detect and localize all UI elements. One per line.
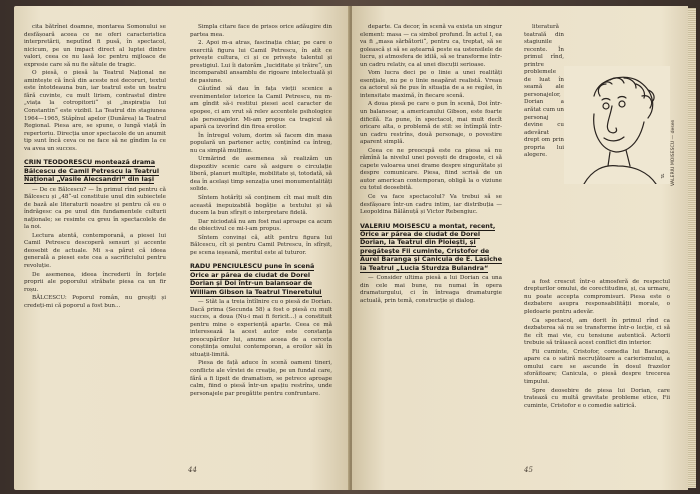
body-paragraph: Ceea ce ne preocupă este ca piesa să nu rămînă la nivelul unei povești de dragoste, ci să capete valoarea unei drame despre singurătate și despre comunicare. Piesa, fiind scrisă de un autor american contemporan, obligă la o viziune cu totul deosebită.: [360, 147, 502, 192]
body-paragraph: — Stăt la a treia întîlnire cu o piesă de Dorian. Dacă prima (Secunda 58) a fost o piesă cu mult succes, a doua (Nu-i mai fi fericit...) a constituit pentru mine o experiență aparte. Ceea ce mă interesează la acest autor este constanța preocupărilor lui, anume aceea de a cerceta conștiința omului contemporan, a eroilor săi în situații-limită.: [190, 299, 332, 358]
section-heading-radu-penciulescu: RADU PENCIULESCU pune în scenă Orice ar părea de ciudat de Dorel Dorian și Doi într-un balansoar de William Gibson la Teatrul Tineretului: [190, 262, 322, 296]
body-paragraph: Dar niciodată nu am fost mai aproape ca acum de obiectivul ce mi-l-am propus.: [190, 218, 332, 233]
body-paragraph: Ce va face spectacolul? Va trebui să se desfășoare într-un cadru intim, iar distribuția — Leopoldina Bălănuță și Victor Rebengiuc.: [360, 194, 502, 216]
body-paragraph: Ca spectacol, am dorit în primul rînd ca dezbaterea să nu se transforme într-o lecție, ci să fie cît mai vie, cu tensiune autentică. Actorii trebuie să trăiască acest conflict din interior.: [524, 317, 670, 347]
body-paragraph: Fii cuminte, Cristofor, comedia lui Baranga, apare ca o satiră necruțătoare a carierismului, a omului care se ascunde în dosul frazelor sforăitoare; Canicula, o piesă despre trecerea timpului.: [524, 348, 670, 385]
body-paragraph: De asemenea, ideea încrederii în forțele proprii ale poporului străbate piesa ca un fir roșu.: [24, 271, 166, 293]
body-paragraph: — De ce Bălcescu? — În primul rînd pentru că Bălcescu și „48“-ul constituie unul din subiectele de bază ale literaturii noastre și pentru că eu o îndrăgesc ca pe unul din fundamentele culturii naționale; se resimte cu greu în spectacolele de la noi.: [24, 186, 166, 231]
left-column-2: [190, 24, 332, 399]
body-paragraph: 2. Apoi m-a atras, fascinația chiar, pe care o exercită figura lui Camil Petrescu, în atît ce privește cultura, ci și ce privește talentul și prestigiul. Lui îi datorăm „luciditate și trăire“, un incomparabil ansamblu de rigoare intelectuală și de pasiune.: [190, 40, 332, 84]
body-paragraph: Sîntem convinși că, atît pentru figura lui Bălcescu, cît și pentru Camil Petrescu, în sfîrșit, pe scena ieșeană, meritul este al tuturor.: [190, 234, 332, 256]
body-paragraph: Sîntem hotărîți să conținem cît mai mult din această inepuizabilă bogăție a textului și să ducem la bun sfîrșit o interpretare fidelă.: [190, 195, 332, 217]
page-number-right: 45: [524, 466, 533, 474]
intro-paragraph: O piesă, o piesă la Teatrul Național ne amintește că încă din aceste noi decoruri, textul este întotdeauna bun, iar teatrul este un teatru fără cuvinte, cu mult lirism, contrastul dintre „viața la cotropitorii“ și „inspirația lui Constantin“ este vizibil. La Teatrul din stagiunea 1964—1965, Stăpînul apelor (Dunărea) la Teatrul Regional. Piesa are, se spune, o lungă viață în repertoriu. Direcția unor spectacole de un anumit tip sunt încă ceva ce ne face să ne gîndim la ce va avea un succes.: [24, 70, 166, 152]
body-paragraph: Urmărind de asemenea să realizăm un dispozitiv scenic care să asigure o circulație liberă, planuri multiple, mobilitate și, totodată, să dea în același timp senzația unei monumentalități solide.: [190, 156, 332, 193]
right-column-1: [360, 24, 502, 306]
artist-signature: ♯: [661, 174, 664, 180]
section-heading-valeriu-moisescu: VALERIU MOISESCU a montat, recent, Orice ar părea de ciudat de Dorel Dorian, la Teatrul din Ploiești, și pregătește Fii cuminte, Cristofor de Aurel Baranga și Canicula de E. Lasiche la Teatrul „Lucia Sturdza Bulandra“: [360, 221, 502, 272]
left-column-1: [24, 24, 166, 311]
page-number-left: 44: [188, 466, 197, 474]
body-paragraph: A doua piesă pe care o pun în scenă, Doi într-un balansoar, a americanului Gibson, este foarte dificilă. Ea pune, în spectacol, mai mult decît oricare alta, o problemă de stil: se întîmplă într-un cadru restrîns, două personaje, o povestire aparent simplă.: [360, 101, 502, 146]
body-paragraph: Vom lucra deci pe o linie a unei realități esențiale, nu pe o linie neapărat realistă. Vreau ca actorul să fie pus în situația de a se regăsi, în intensitate maximă, în fiecare scenă.: [360, 70, 502, 99]
column-top-text: [524, 24, 564, 160]
body-paragraph: Simpla citare face de prisos orice adăugire din partea mea.: [190, 24, 332, 38]
intro-paragraph: cita bătrînei doamne, montarea Somonului se desfășoară aceea ce ne oferi caracteristica interpretării, neputînd fi pusă, în spectacol, nicicum, pe un impact direct al luptei dintre valori, ceea ce nu lasă loc pentru mijloace de expresie care să nu fie sătule de tragic.: [24, 24, 166, 68]
body-paragraph: În întregul volum, dorim să facem din masa populară un partener activ, conținînd ca întreg, nu ca simplă mulțime.: [190, 132, 332, 154]
caricature-caption: VALERIU MOISESCU — desen: [671, 119, 676, 186]
body-paragraph: a fost crescut într-o atmosferă de respectul drepturilor omului, de corectitudine, și, ca urmare, nu poate accepta compromisuri. Piesa este o dezbatere asupra responsabilității morale, o pledoarie pentru adevăr.: [524, 278, 670, 316]
body-paragraph: Spre deosebire de piesa lui Dorian, care tratează cu multă gravitate probleme etice, Fii cuminte, Cristofor e o comedie satirică.: [524, 387, 670, 409]
left-page: [14, 6, 350, 490]
right-page: [352, 6, 688, 490]
body-paragraph: — Consider ultima piesă a lui Dorian ca una din cele mai bune, nu numai în opera dramaturgului, ci în întreaga dramaturgie actuală, prin temă, construcție și dialog.: [360, 275, 502, 304]
body-paragraph: departe. Ca decor, în scenă va exista un singur element: masa — ca simbol profund. În actul I, ea va fi „masa sărbătorii“, pentru ca, treptat, să se golească și să se aștearnă peste ea ustensilele de lucru, și atmosfera de idilă, să se transforme într-un cadru relativ, ca al unei discuții serioase.: [360, 24, 502, 68]
page-edges: [688, 8, 696, 488]
body-paragraph: Căutînd să dau în fața vieții scenice a evenimentelor istorice la Camil Petrescu, nu m-am gîndit să-i restitui piesei acel caracter de epopee, ci am vrut să relev accentele psihologice ale personajelor. Mi-am propus ca tragicul să apară ca izvorînd din firea eroilor.: [190, 86, 332, 131]
body-paragraph: BĂLCESCU: Poporul român, nu greșiți și credeți-mi că poporul a fost bun...: [24, 295, 166, 309]
body-paragraph: literatură teatrală din stagiunile recente. În primul rînd, printre problemele de luat în seamă ale personajelor, Dorian a arătat cum un personaj devine cu adevărat drept om prin propria lui alegere.: [524, 24, 564, 159]
section-heading-crin-teodorescu: CRIN TEODORESCU montează drama Bălcescu de Camil Petrescu la Teatrul Național „Vasile Alecsandri“ din Iași: [24, 158, 160, 184]
caricature-drawing: [564, 66, 670, 184]
body-paragraph: Lectura atentă, contemporană, a piesei lui Camil Petrescu descoperă sensuri și accente deosebit de actuale. Mi s-a părut că ideea generală a piesei este cea a sacrificiului pentru revoluție.: [24, 232, 166, 269]
body-paragraph: Piesa de față aduce în scenă oameni tineri, conflicte ale vîrstei de creație, pe un fundal care, fără a fi lipsit de dramatism, se petrece aproape calm, fiind o piesă într-un spațiu restrîns, unde personajele par pregătite pentru confruntare.: [190, 360, 332, 397]
